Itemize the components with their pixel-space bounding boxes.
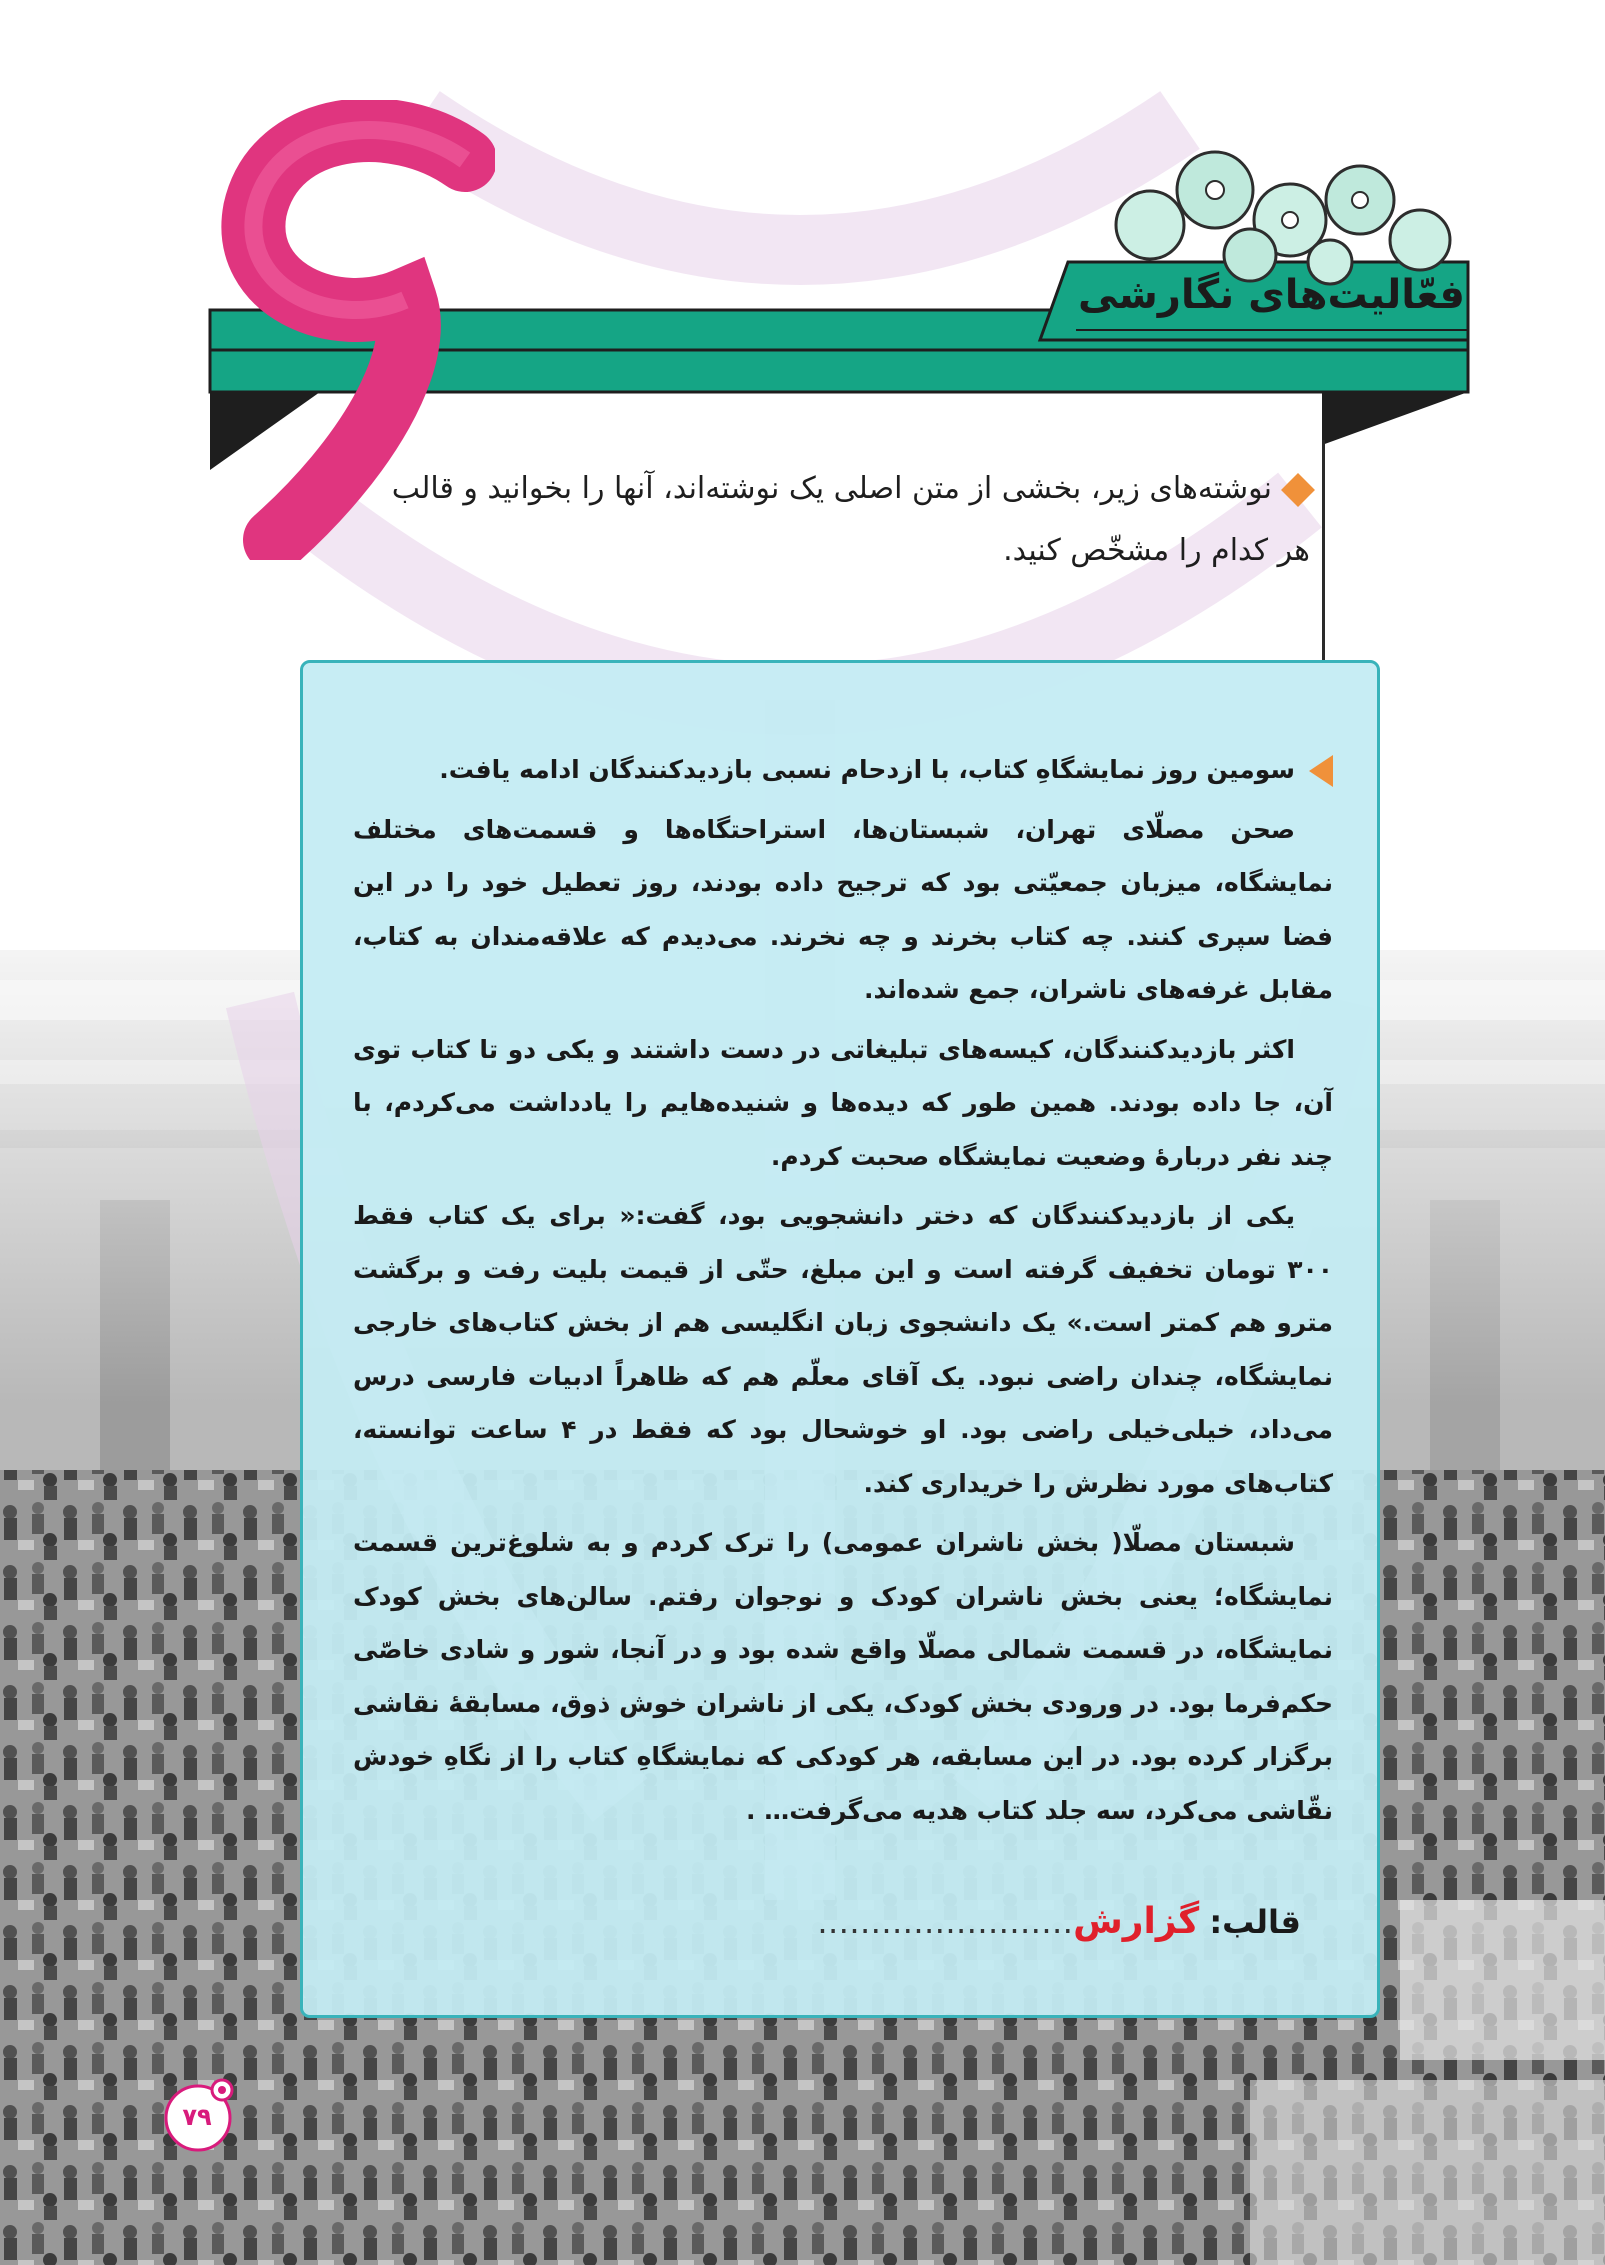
answer-line xyxy=(817,1901,1301,1942)
answer-label: قالب: xyxy=(1209,1903,1301,1941)
diamond-bullet-icon xyxy=(1281,473,1315,507)
answer-value: گزارش xyxy=(1073,1901,1200,1942)
passage-paragraph: صحن مصلّای تهران، شبستان‌ها، استراحتگاه‌ها و قسمت‌های مختلف نمایشگاه، میزبان جمعیّتی بود که ترجیح داده بودند، روز تعطیل خود را در این فضا سپری کنند. چه کتاب بخرند و چه نخرند. می‌دیدم که علاقه‌مندان به کتاب، مقابل غرفه‌های ناشران، جمع شده‌اند. xyxy=(353,814,1333,1004)
instruction-label: نوشته‌های زیر، بخشی از متن اصلی یک نوشته‌اند، آنها را بخوانید و قالب هر کدام را مشخّص کنید. xyxy=(391,471,1310,568)
answer-dots: …………………… xyxy=(817,1903,1074,1941)
paragraph-text: سومین روز نمایشگاهِ کتاب، با ازدحام نسبی بازدیدکنندگان ادامه یافت. xyxy=(439,755,1295,784)
passage-paragraph: اکثر بازدیدکنندگان، کیسه‌های تبلیغاتی در دست داشتند و یکی دو تا کتاب توی آن، جا داده بودند. همین طور که دیده‌ها و شنیده‌هایم را یادداشت می‌کردم، با چند نفر دربارهٔ وضعیت نمایشگاه صحبت کردم. xyxy=(353,1034,1333,1171)
passage-box xyxy=(300,660,1380,2018)
section-title: فعّالیت‌های نگارشی xyxy=(1078,272,1465,318)
instruction-text xyxy=(380,458,1310,582)
triangle-bullet-icon xyxy=(1309,755,1333,787)
passage-paragraph: شبستان مصلّا( بخش ناشران عمومی) را ترک کردم و به شلوغ‌ترین قسمت نمایشگاه؛ یعنی بخش ناشران کودک و نوجوان رفتم. سالن‌های بخش کودک نمایشگاه، در قسمت شمالی مصلّا واقع شده بود و در آنجا، شور و شادی خاصّی حکم‌فرما بود. در ورودی بخش کودک، یکی از ناشران خوش ذوق، مسابقهٔ نقاشی برگزار کرده بود. در این مسابقه، هر کودکی که نمایشگاهِ کتاب را از نگاهِ خودش نقّاشی می‌کرد، سه جلد کتاب هدیه می‌گرفت… . xyxy=(353,1528,1333,1825)
divider-line xyxy=(1322,440,1325,660)
passage-body xyxy=(353,743,1333,1843)
passage-paragraph: یکی از بازدیدکنندگان که دختر دانشجویی بود، گفت:« برای یک کتاب فقط ۳۰۰ تومان تخفیف گرفته است و این مبلغ، حتّی از قیمت بلیت رفت و برگشت مترو هم کمتر است.» یک دانشجوی زبان انگلیسی هم از بخش کتاب‌های خارجی نمایشگاه، چندان راضی نبود. یک آقای معلّم هم که ظاهراً ادبیات فارسی درس می‌داد، خیلی‌خیلی راضی بود. او خوشحال بود که فقط در ۴ ساعت توانسته، کتاب‌های مورد نظرش را خریداری کند. xyxy=(353,1201,1333,1498)
passage-paragraph xyxy=(353,743,1333,797)
page-number: ۷۹ xyxy=(182,2103,212,2131)
